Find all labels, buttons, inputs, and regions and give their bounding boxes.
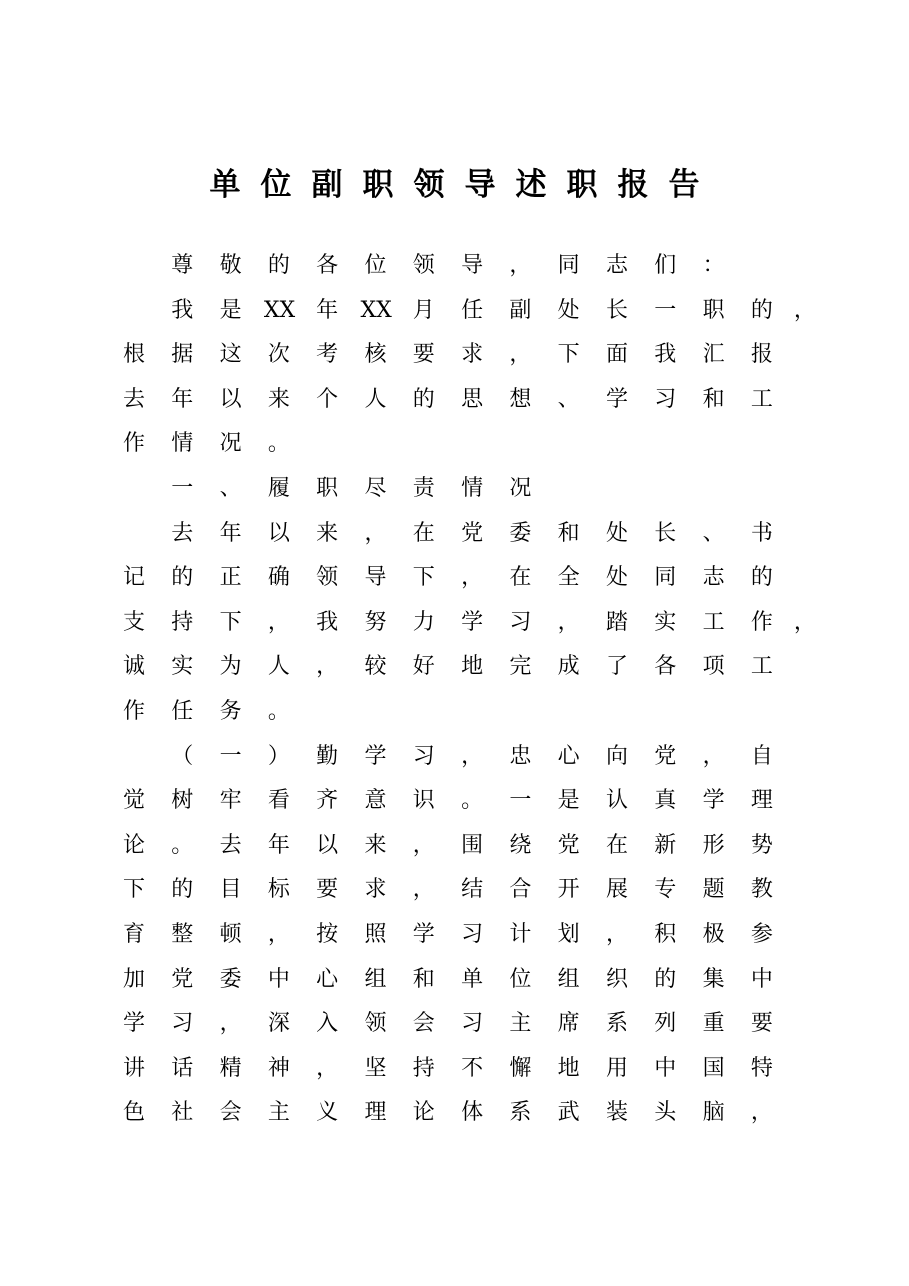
document-character: 实 [654,609,677,635]
document-character: 一 [654,297,677,323]
document-character: ， [364,520,387,546]
document-character: 义 [316,1100,339,1126]
document-character: 想 [509,386,532,412]
document-character: 积 [654,922,677,947]
document-character: 任 [461,297,484,323]
document-character: 党 [654,743,677,769]
document-character: 正 [219,565,242,591]
document-character: 国 [702,1055,725,1081]
document-character: 处 [605,565,628,591]
document-character: 个 [316,386,339,412]
document-character: 席 [557,1011,580,1037]
document-character: 党 [461,520,484,546]
document-character: 划 [557,922,580,947]
document-character: ： [702,253,725,278]
document-character: 整 [171,922,194,947]
document-character: 学 [122,1011,145,1037]
document-character: 敬 [219,253,242,278]
document-character: 专 [654,877,677,903]
document-character: 照 [364,922,387,947]
document-character: 中 [267,966,290,992]
document-character: 精 [219,1055,242,1081]
document-character: 。 [171,832,194,858]
document-character: XX [360,297,392,323]
document-character: 委 [509,520,532,546]
document-character: ， [412,832,435,858]
document-character: 计 [509,922,532,947]
document-character: 。 [461,788,484,814]
document-character: 的 [654,966,677,992]
document-character: 觉 [122,788,145,814]
document-character: 了 [605,654,628,680]
document-character: 核 [364,342,387,368]
document-character: 根 [122,342,145,368]
document-character: 习 [461,1011,484,1037]
document-character: 支 [122,609,145,635]
document-character: 一 [171,476,194,501]
document-character: 开 [557,877,580,903]
document-character: 年 [316,297,339,323]
document-character: 务 [219,699,242,724]
document-character: 来 [364,832,387,858]
document-character: 主 [267,1100,290,1126]
document-character: 的 [750,297,773,323]
document-character: 育 [122,922,145,947]
document-character: ， [461,743,484,769]
document-line [0,1054,909,1084]
document-character: 中 [750,966,773,992]
document-character: 力 [412,609,435,635]
document-character: 诚 [122,654,145,680]
document-character: 持 [412,1055,435,1081]
document-character: 求 [461,342,484,368]
document-character: 副 [509,297,532,323]
document-character: 树 [171,788,194,814]
document-character: ， [267,922,290,947]
document-character: 结 [461,877,484,903]
document-character: 作 [750,609,773,635]
document-line [0,875,909,905]
document-line [0,652,909,682]
document-character: 书 [750,520,773,546]
document-character: 论 [412,1100,435,1126]
document-character: 心 [316,966,339,992]
document-character: 汇 [702,342,725,368]
document-character: 头 [654,1100,677,1126]
document-character: ， [461,565,484,591]
document-character: 深 [267,1011,290,1037]
document-character: 习 [171,1011,194,1037]
document-character: ， [219,1011,242,1037]
document-character: 同 [557,253,580,278]
document-character: 体 [461,1100,484,1126]
document-character: 在 [605,832,628,858]
document-character: 情 [461,476,484,501]
document-character: 处 [605,520,628,546]
document-character: 人 [267,654,290,680]
document-character: 以 [219,386,242,412]
document-line [0,340,909,370]
document-character: 、 [702,520,725,546]
document-character: 党 [171,966,194,992]
document-character: ， [750,1100,773,1126]
document-line [0,831,909,861]
document-character: 要 [412,342,435,368]
document-character: 参 [750,922,773,947]
document-character: 组 [557,966,580,992]
document-character: 来 [316,520,339,546]
document-character: 月 [412,297,435,323]
document-character: ， [316,654,339,680]
document-character: 集 [702,966,725,992]
document-character: 持 [171,609,194,635]
document-character: 用 [605,1055,628,1081]
document-character: 牢 [219,788,242,814]
document-character: 处 [557,297,580,323]
document-character: 情 [171,431,194,457]
document-line [0,786,909,816]
document-character: 认 [605,788,628,814]
document-character: 神 [267,1055,290,1081]
document-character: 为 [219,654,242,680]
document-character: 、 [219,476,242,501]
document-character: 面 [605,342,628,368]
document-character: 加 [122,966,145,992]
document-character: 重 [702,1011,725,1037]
document-character: 我 [654,342,677,368]
document-character: 志 [702,565,725,591]
document-character: 在 [509,565,532,591]
document-character: 的 [267,253,290,278]
document-character: 懈 [509,1055,532,1081]
document-character: 合 [509,877,532,903]
document-character: ， [509,342,532,368]
document-character: 组 [364,966,387,992]
document-character: 勤 [316,743,339,769]
document-character: 和 [557,520,580,546]
document-character: 去 [122,386,145,412]
document-character: 工 [702,609,725,635]
document-character: 确 [267,565,290,591]
document-character: 是 [557,788,580,814]
document-character: 同 [654,565,677,591]
document-character: 看 [267,788,290,814]
document-line [0,1009,909,1039]
document-character: 次 [267,342,290,368]
document-character: 题 [702,877,725,903]
document-character: 是 [219,297,242,323]
document-title: 单位副职领导述职报告 [209,167,720,203]
document-character: 努 [364,609,387,635]
document-character: 话 [171,1055,194,1081]
document-character: 论 [122,832,145,858]
document-character: 尽 [364,476,387,501]
document-character: 特 [750,1055,773,1081]
document-character: 履 [267,476,290,501]
document-character: 职 [702,297,725,323]
document-character: 理 [750,788,773,814]
document-character: 一 [509,788,532,814]
document-character: 各 [654,654,677,680]
document-character: 我 [171,297,194,323]
document-character: 真 [654,788,677,814]
document-character: ， [316,1055,339,1081]
document-character: 主 [509,1011,532,1037]
document-character: ， [267,609,290,635]
document-character: 况 [509,476,532,501]
document-character: 标 [267,877,290,903]
document-character: 成 [557,654,580,680]
document-character: 忠 [509,743,532,769]
document-character: 以 [267,520,290,546]
document-character: ） [267,743,290,769]
document-line [0,920,909,950]
document-character: 工 [750,386,773,412]
document-character: 地 [557,1055,580,1081]
document-character: 职 [316,476,339,501]
document-character: ， [557,609,580,635]
document-character: 的 [171,877,194,903]
document-character: 全 [557,565,580,591]
document-character: 坚 [364,1055,387,1081]
document-character: 下 [219,609,242,635]
document-character: 入 [316,1011,339,1037]
document-character: 系 [605,1011,628,1037]
document-character: 学 [364,743,387,769]
document-character: ， [605,922,628,947]
document-character: 况 [219,431,242,457]
document-character: 委 [219,966,242,992]
document-character: 。 [267,431,290,457]
document-character: 。 [267,699,290,724]
document-character: 导 [461,253,484,278]
document-character: 去 [219,832,242,858]
document-character: 较 [364,654,387,680]
document-character: 学 [605,386,628,412]
document-character: 色 [122,1100,145,1126]
document-character: ， [702,743,725,769]
document-character: 会 [412,1011,435,1037]
document-character: 习 [509,609,532,635]
document-character: 作 [122,431,145,457]
document-character: 年 [267,832,290,858]
document-line [0,563,909,593]
document-character: （ [171,743,194,769]
document-character: 导 [364,565,387,591]
document-line [0,965,909,995]
document-character: 的 [171,565,194,591]
document-character: 任 [171,699,194,724]
document-character: 要 [316,877,339,903]
document-character: 讲 [122,1055,145,1081]
document-character: 展 [605,877,628,903]
document-character: 好 [412,654,435,680]
document-line [0,608,909,638]
document-character: 长 [605,297,628,323]
document-character: 党 [557,832,580,858]
document-character: 位 [364,253,387,278]
document-character: 以 [316,832,339,858]
document-character: 求 [364,877,387,903]
document-character: 作 [122,699,145,724]
document-line [0,742,909,772]
document-character: 去 [171,520,194,546]
document-character: 实 [171,654,194,680]
document-character: 我 [316,609,339,635]
document-character: 自 [750,743,773,769]
document-character: 学 [461,609,484,635]
document-character: 单 [461,966,484,992]
document-character: 下 [412,565,435,591]
document-character: 各 [316,253,339,278]
document-character: 习 [412,743,435,769]
document-character: ， [509,253,532,278]
document-character: 脑 [702,1100,725,1126]
document-line [0,697,909,727]
document-character: 意 [364,788,387,814]
document-character: 的 [412,386,435,412]
document-character: 绕 [509,832,532,858]
document-character: 完 [509,654,532,680]
document-character: 和 [412,966,435,992]
document-character: 踏 [605,609,628,635]
document-character: 的 [750,565,773,591]
document-character: 一 [219,743,242,769]
document-character: 不 [461,1055,484,1081]
document-character: 年 [219,520,242,546]
document-character: 识 [412,788,435,814]
document-character: 、 [557,386,580,412]
document-character: 们 [654,253,677,278]
document-line [0,1098,909,1128]
document-character: 顿 [219,922,242,947]
document-character: 按 [316,922,339,947]
document-character: 装 [605,1100,628,1126]
document-character: 志 [605,253,628,278]
document-character: 地 [461,654,484,680]
document-character: 齐 [316,788,339,814]
document-character: 心 [557,743,580,769]
document-line [0,429,909,459]
document-character: 长 [654,520,677,546]
document-character: 围 [461,832,484,858]
document-character: 责 [412,476,435,501]
document-character: XX [263,297,296,323]
document-character: 报 [750,342,773,368]
document-character: 学 [702,788,725,814]
document-line [0,296,909,326]
document-character: 考 [316,342,339,368]
document-character: 思 [461,386,484,412]
document-character: ， [793,609,816,635]
document-character: 社 [171,1100,194,1126]
document-character: 项 [702,654,725,680]
document-character: 要 [750,1011,773,1037]
document-character: 向 [605,743,628,769]
document-line [0,519,909,549]
document-character: 武 [557,1100,580,1126]
document-character: 理 [364,1100,387,1126]
document-character: 工 [750,654,773,680]
document-character: 中 [654,1055,677,1081]
document-character: ， [793,297,816,323]
document-character: 形 [702,832,725,858]
document-character: 会 [219,1100,242,1126]
document-character: 势 [750,832,773,858]
document-character: 领 [316,565,339,591]
document-character: 这 [219,342,242,368]
document-line [0,385,909,415]
document-character: 系 [509,1100,532,1126]
document-character: 位 [509,966,532,992]
document-character: 在 [412,520,435,546]
document-character: 习 [461,922,484,947]
document-character: 据 [171,342,194,368]
document-character: 习 [654,386,677,412]
document-character: 目 [219,877,242,903]
document-character: 学 [412,922,435,947]
document-character: 领 [412,253,435,278]
document-character: 下 [122,877,145,903]
document-character: 记 [122,565,145,591]
document-character: ， [412,877,435,903]
document-line [0,251,909,281]
document-character: 人 [364,386,387,412]
document-character: 年 [171,386,194,412]
document-character: 织 [605,966,628,992]
document-character: 尊 [171,253,194,278]
document-character: 和 [702,386,725,412]
document-character: 教 [750,877,773,903]
document-character: 极 [702,922,725,947]
document-line [0,474,909,504]
document-character: 来 [267,386,290,412]
document-character: 新 [654,832,677,858]
document-character: 领 [364,1011,387,1037]
document-character: 下 [557,342,580,368]
document-character: 列 [654,1011,677,1037]
